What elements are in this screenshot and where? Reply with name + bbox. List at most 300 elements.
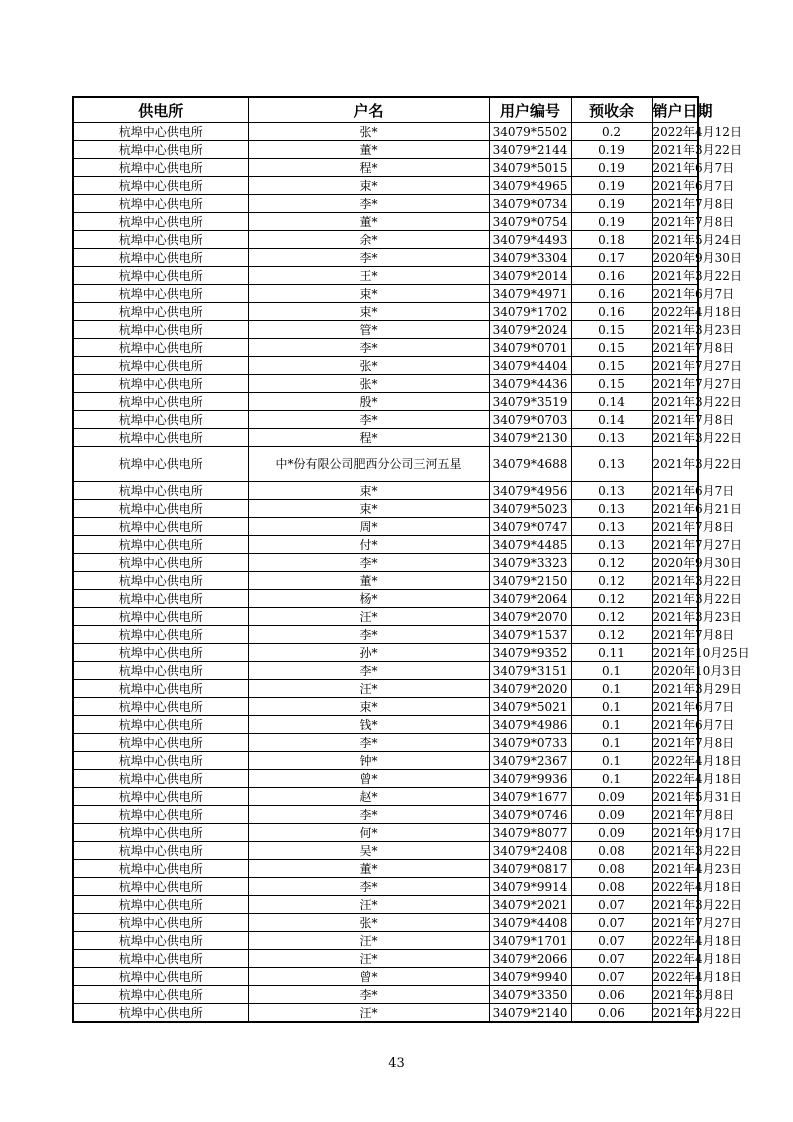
cell-prepaid-balance: 0.18 bbox=[571, 231, 652, 249]
cell-prepaid-balance: 0.15 bbox=[571, 375, 652, 393]
cell-supply-station: 杭埠中心供电所 bbox=[73, 878, 248, 896]
table-row bbox=[73, 518, 698, 536]
cell-prepaid-balance: 0.07 bbox=[571, 896, 652, 914]
cell-closure-date: 2021年7月8日 bbox=[652, 627, 735, 642]
table-row bbox=[73, 231, 698, 249]
cell-closure-date: 2021年7月27日 bbox=[652, 915, 742, 930]
table-row bbox=[73, 249, 698, 267]
cell-prepaid-balance: 0.15 bbox=[571, 339, 652, 357]
cell-supply-station: 杭埠中心供电所 bbox=[73, 806, 248, 824]
cell-supply-station: 杭埠中心供电所 bbox=[73, 285, 248, 303]
cell-closure-date: 2021年6月7日 bbox=[652, 483, 735, 498]
cell-prepaid-balance: 0.16 bbox=[571, 303, 652, 321]
cell-closure-date: 2020年10月3日 bbox=[652, 663, 742, 678]
table-row bbox=[73, 447, 698, 482]
cell-supply-station: 杭埠中心供电所 bbox=[73, 231, 248, 249]
cell-supply-station: 杭埠中心供电所 bbox=[73, 770, 248, 788]
cell-supply-station: 杭埠中心供电所 bbox=[73, 249, 248, 267]
cell-prepaid-balance: 0.13 bbox=[571, 482, 652, 500]
cell-prepaid-balance: 0.17 bbox=[571, 249, 652, 267]
cell-account-name: 汪* bbox=[248, 1004, 489, 1023]
table-row bbox=[73, 788, 698, 806]
cell-prepaid-balance: 0.12 bbox=[571, 554, 652, 572]
table-row bbox=[73, 375, 698, 393]
cell-closure-date: 2021年3月8日 bbox=[652, 987, 735, 1002]
cell-prepaid-balance: 0.1 bbox=[571, 770, 652, 788]
cell-closure-date: 2021年7月8日 bbox=[652, 519, 735, 534]
cell-user-id: 34079*4485 bbox=[489, 536, 571, 554]
cell-closure-date: 2021年4月23日 bbox=[652, 861, 742, 876]
table-row bbox=[73, 159, 698, 177]
cell-account-name: 董* bbox=[248, 860, 489, 878]
cell-prepaid-balance: 0.16 bbox=[571, 267, 652, 285]
cell-account-name: 殷* bbox=[248, 393, 489, 411]
cell-account-name: 李* bbox=[248, 195, 489, 213]
table-row bbox=[73, 482, 698, 500]
cell-supply-station: 杭埠中心供电所 bbox=[73, 518, 248, 536]
cell-closure-date: 2021年3月22日 bbox=[652, 394, 742, 409]
cell-prepaid-balance: 0.1 bbox=[571, 734, 652, 752]
cell-prepaid-balance: 0.13 bbox=[571, 500, 652, 518]
cell-closure-date: 2021年3月22日 bbox=[652, 573, 742, 588]
cell-account-name: 束* bbox=[248, 698, 489, 716]
cell-account-name: 董* bbox=[248, 213, 489, 231]
cell-user-id: 34079*1701 bbox=[489, 932, 571, 950]
cell-supply-station: 杭埠中心供电所 bbox=[73, 644, 248, 662]
cell-user-id: 34079*4971 bbox=[489, 285, 571, 303]
cell-supply-station: 杭埠中心供电所 bbox=[73, 680, 248, 698]
cell-closure-date: 2021年3月22日 bbox=[652, 268, 742, 283]
table-row bbox=[73, 500, 698, 518]
cell-user-id: 34079*0701 bbox=[489, 339, 571, 357]
table-row bbox=[73, 662, 698, 680]
table-row bbox=[73, 842, 698, 860]
table-row bbox=[73, 626, 698, 644]
cell-prepaid-balance: 0.09 bbox=[571, 824, 652, 842]
cell-supply-station: 杭埠中心供电所 bbox=[73, 429, 248, 447]
cell-user-id: 34079*4688 bbox=[489, 447, 571, 482]
cell-user-id: 34079*9940 bbox=[489, 968, 571, 986]
cell-user-id: 34079*0734 bbox=[489, 195, 571, 213]
cell-closure-date: 2021年7月8日 bbox=[652, 214, 735, 229]
cell-account-name: 付* bbox=[248, 536, 489, 554]
cell-closure-date: 2021年3月22日 bbox=[652, 142, 742, 157]
cell-closure-date: 2021年3月22日 bbox=[652, 843, 742, 858]
cell-prepaid-balance: 0.13 bbox=[571, 536, 652, 554]
cell-account-name: 束* bbox=[248, 482, 489, 500]
cell-user-id: 34079*2070 bbox=[489, 608, 571, 626]
cell-prepaid-balance: 0.14 bbox=[571, 393, 652, 411]
cell-closure-date: 2021年7月27日 bbox=[652, 376, 742, 391]
cell-account-name: 李* bbox=[248, 878, 489, 896]
cell-user-id: 34079*2140 bbox=[489, 1004, 571, 1023]
table-row bbox=[73, 267, 698, 285]
cell-account-name: 余* bbox=[248, 231, 489, 249]
cell-supply-station: 杭埠中心供电所 bbox=[73, 662, 248, 680]
table-row bbox=[73, 321, 698, 339]
cell-prepaid-balance: 0.1 bbox=[571, 716, 652, 734]
table-header bbox=[73, 97, 713, 123]
cell-closure-date: 2022年4月18日 bbox=[652, 951, 742, 966]
header-row bbox=[73, 97, 698, 123]
cell-account-name: 汪* bbox=[248, 608, 489, 626]
table-row bbox=[73, 393, 698, 411]
cell-supply-station: 杭埠中心供电所 bbox=[73, 123, 248, 141]
cell-account-name: 钱* bbox=[248, 716, 489, 734]
cell-supply-station: 杭埠中心供电所 bbox=[73, 554, 248, 572]
cell-prepaid-balance: 0.08 bbox=[571, 860, 652, 878]
cell-account-name: 张* bbox=[248, 357, 489, 375]
cell-account-name: 何* bbox=[248, 824, 489, 842]
cell-supply-station: 杭埠中心供电所 bbox=[73, 698, 248, 716]
cell-prepaid-balance: 0.2 bbox=[571, 123, 652, 141]
cell-prepaid-balance: 0.1 bbox=[571, 698, 652, 716]
cell-account-name: 束* bbox=[248, 177, 489, 195]
table-row bbox=[73, 806, 698, 824]
cell-closure-date: 2020年9月30日 bbox=[652, 555, 742, 570]
cell-account-name: 束* bbox=[248, 500, 489, 518]
cell-closure-date: 2020年9月30日 bbox=[652, 250, 742, 265]
cell-prepaid-balance: 0.12 bbox=[571, 608, 652, 626]
cell-user-id: 34079*3350 bbox=[489, 986, 571, 1004]
cell-user-id: 34079*4956 bbox=[489, 482, 571, 500]
cell-prepaid-balance: 0.12 bbox=[571, 572, 652, 590]
cell-supply-station: 杭埠中心供电所 bbox=[73, 842, 248, 860]
cell-prepaid-balance: 0.07 bbox=[571, 968, 652, 986]
cell-account-name: 孙* bbox=[248, 644, 489, 662]
cell-prepaid-balance: 0.09 bbox=[571, 806, 652, 824]
cell-user-id: 34079*0754 bbox=[489, 213, 571, 231]
cell-closure-date: 2022年4月18日 bbox=[652, 771, 742, 786]
cell-user-id: 34079*2024 bbox=[489, 321, 571, 339]
cell-supply-station: 杭埠中心供电所 bbox=[73, 968, 248, 986]
cell-account-name: 李* bbox=[248, 806, 489, 824]
cell-closure-date: 2021年3月23日 bbox=[652, 609, 742, 624]
cell-prepaid-balance: 0.19 bbox=[571, 213, 652, 231]
cell-prepaid-balance: 0.12 bbox=[571, 626, 652, 644]
cell-account-name: 王* bbox=[248, 267, 489, 285]
cell-closure-date: 2021年6月7日 bbox=[652, 160, 735, 175]
cell-supply-station: 杭埠中心供电所 bbox=[73, 788, 248, 806]
cell-supply-station: 杭埠中心供电所 bbox=[73, 303, 248, 321]
cell-account-name: 束* bbox=[248, 303, 489, 321]
cell-account-name: 李* bbox=[248, 554, 489, 572]
cell-closure-date: 2021年6月7日 bbox=[652, 178, 735, 193]
cell-supply-station: 杭埠中心供电所 bbox=[73, 321, 248, 339]
table-row bbox=[73, 536, 698, 554]
cell-account-name: 汪* bbox=[248, 680, 489, 698]
cell-closure-date: 2021年6月21日 bbox=[652, 501, 742, 516]
cell-account-name: 钟* bbox=[248, 752, 489, 770]
cell-prepaid-balance: 0.16 bbox=[571, 285, 652, 303]
cell-closure-date: 2021年7月8日 bbox=[652, 412, 735, 427]
cell-account-name: 董* bbox=[248, 141, 489, 159]
cell-user-id: 34079*2130 bbox=[489, 429, 571, 447]
cell-user-id: 34079*9914 bbox=[489, 878, 571, 896]
account-closure-table bbox=[72, 96, 750, 1023]
cell-prepaid-balance: 0.07 bbox=[571, 950, 652, 968]
table-row bbox=[73, 968, 698, 986]
cell-account-name: 汪* bbox=[248, 896, 489, 914]
cell-user-id: 34079*5015 bbox=[489, 159, 571, 177]
table-row bbox=[73, 141, 698, 159]
cell-prepaid-balance: 0.11 bbox=[571, 644, 652, 662]
cell-account-name: 杨* bbox=[248, 590, 489, 608]
cell-closure-date: 2022年4月18日 bbox=[652, 969, 742, 984]
cell-supply-station: 杭埠中心供电所 bbox=[73, 357, 248, 375]
cell-supply-station: 杭埠中心供电所 bbox=[73, 572, 248, 590]
cell-closure-date: 2021年5月31日 bbox=[652, 789, 742, 804]
cell-user-id: 34079*4404 bbox=[489, 357, 571, 375]
cell-supply-station: 杭埠中心供电所 bbox=[73, 267, 248, 285]
cell-closure-date: 2021年3月29日 bbox=[652, 681, 742, 696]
cell-supply-station: 杭埠中心供电所 bbox=[73, 375, 248, 393]
table-row bbox=[73, 177, 698, 195]
cell-closure-date: 2021年6月7日 bbox=[652, 717, 735, 732]
cell-supply-station: 杭埠中心供电所 bbox=[73, 195, 248, 213]
cell-account-name: 李* bbox=[248, 249, 489, 267]
cell-account-name: 汪* bbox=[248, 932, 489, 950]
cell-prepaid-balance: 0.1 bbox=[571, 680, 652, 698]
cell-user-id: 34079*2144 bbox=[489, 141, 571, 159]
cell-account-name: 李* bbox=[248, 662, 489, 680]
table-row bbox=[73, 698, 698, 716]
table-row bbox=[73, 716, 698, 734]
table-row bbox=[73, 572, 698, 590]
cell-account-name: 汪* bbox=[248, 950, 489, 968]
cell-user-id: 34079*9352 bbox=[489, 644, 571, 662]
cell-closure-date: 2021年10月25日 bbox=[652, 645, 750, 660]
cell-user-id: 34079*4408 bbox=[489, 914, 571, 932]
table-row bbox=[73, 339, 698, 357]
header-user-id: 用户编号 bbox=[489, 97, 571, 123]
cell-supply-station: 杭埠中心供电所 bbox=[73, 896, 248, 914]
cell-prepaid-balance: 0.15 bbox=[571, 321, 652, 339]
cell-closure-date: 2021年7月8日 bbox=[652, 735, 735, 750]
cell-supply-station: 杭埠中心供电所 bbox=[73, 500, 248, 518]
header-account-name: 户名 bbox=[248, 97, 489, 123]
cell-closure-date: 2022年4月18日 bbox=[652, 304, 742, 319]
cell-supply-station: 杭埠中心供电所 bbox=[73, 141, 248, 159]
table-row bbox=[73, 770, 698, 788]
cell-supply-station: 杭埠中心供电所 bbox=[73, 608, 248, 626]
cell-closure-date: 2021年9月17日 bbox=[652, 825, 742, 840]
cell-user-id: 34079*5023 bbox=[489, 500, 571, 518]
cell-closure-date: 2022年4月18日 bbox=[652, 879, 742, 894]
cell-user-id: 34079*2021 bbox=[489, 896, 571, 914]
cell-supply-station: 杭埠中心供电所 bbox=[73, 626, 248, 644]
cell-account-name: 张* bbox=[248, 375, 489, 393]
table-row bbox=[73, 950, 698, 968]
cell-user-id: 34079*0817 bbox=[489, 860, 571, 878]
cell-closure-date: 2021年5月24日 bbox=[652, 232, 742, 247]
cell-supply-station: 杭埠中心供电所 bbox=[73, 824, 248, 842]
cell-user-id: 34079*1702 bbox=[489, 303, 571, 321]
cell-closure-date: 2021年3月22日 bbox=[652, 430, 742, 445]
cell-prepaid-balance: 0.12 bbox=[571, 590, 652, 608]
cell-closure-date: 2022年4月18日 bbox=[652, 933, 742, 948]
cell-supply-station: 杭埠中心供电所 bbox=[73, 716, 248, 734]
cell-supply-station: 杭埠中心供电所 bbox=[73, 950, 248, 968]
cell-closure-date: 2021年7月27日 bbox=[652, 537, 742, 552]
cell-closure-date: 2021年7月8日 bbox=[652, 340, 735, 355]
table-row bbox=[73, 303, 698, 321]
cell-account-name: 吴* bbox=[248, 842, 489, 860]
cell-supply-station: 杭埠中心供电所 bbox=[73, 932, 248, 950]
cell-prepaid-balance: 0.19 bbox=[571, 195, 652, 213]
cell-supply-station: 杭埠中心供电所 bbox=[73, 752, 248, 770]
table-row bbox=[73, 429, 698, 447]
cell-user-id: 34079*0703 bbox=[489, 411, 571, 429]
table-row bbox=[73, 878, 698, 896]
cell-user-id: 34079*3323 bbox=[489, 554, 571, 572]
cell-closure-date: 2021年7月8日 bbox=[652, 807, 735, 822]
cell-closure-date: 2021年7月27日 bbox=[652, 358, 742, 373]
cell-supply-station: 杭埠中心供电所 bbox=[73, 213, 248, 231]
cell-prepaid-balance: 0.14 bbox=[571, 411, 652, 429]
cell-prepaid-balance: 0.07 bbox=[571, 914, 652, 932]
cell-closure-date: 2022年4月12日 bbox=[652, 124, 742, 139]
cell-account-name: 程* bbox=[248, 429, 489, 447]
cell-prepaid-balance: 0.07 bbox=[571, 932, 652, 950]
cell-closure-date: 2021年3月22日 bbox=[652, 591, 742, 606]
table-row bbox=[73, 752, 698, 770]
table-row bbox=[73, 608, 698, 626]
cell-user-id: 34079*2066 bbox=[489, 950, 571, 968]
cell-prepaid-balance: 0.06 bbox=[571, 986, 652, 1004]
cell-prepaid-balance: 0.13 bbox=[571, 447, 652, 482]
cell-user-id: 34079*1537 bbox=[489, 626, 571, 644]
table-row bbox=[73, 680, 698, 698]
cell-user-id: 34079*2150 bbox=[489, 572, 571, 590]
cell-user-id: 34079*0747 bbox=[489, 518, 571, 536]
table-row bbox=[73, 860, 698, 878]
cell-closure-date: 2021年3月22日 bbox=[652, 447, 698, 482]
cell-closure-date: 2021年3月23日 bbox=[652, 322, 742, 337]
cell-closure-date: 2021年6月7日 bbox=[652, 286, 735, 301]
cell-account-name: 张* bbox=[248, 914, 489, 932]
table-row bbox=[73, 195, 698, 213]
cell-account-name: 周* bbox=[248, 518, 489, 536]
table-body bbox=[73, 123, 750, 1023]
cell-prepaid-balance: 0.15 bbox=[571, 357, 652, 375]
cell-account-name: 管* bbox=[248, 321, 489, 339]
page-number: 43 bbox=[388, 1056, 405, 1071]
cell-user-id: 34079*3151 bbox=[489, 662, 571, 680]
cell-closure-date: 2022年4月18日 bbox=[652, 753, 742, 768]
cell-supply-station: 杭埠中心供电所 bbox=[73, 590, 248, 608]
cell-supply-station: 杭埠中心供电所 bbox=[73, 159, 248, 177]
cell-prepaid-balance: 0.1 bbox=[571, 752, 652, 770]
cell-supply-station: 杭埠中心供电所 bbox=[73, 986, 248, 1004]
table-row bbox=[73, 1004, 698, 1023]
cell-account-name: 李* bbox=[248, 411, 489, 429]
table-row bbox=[73, 554, 698, 572]
cell-account-name: 张* bbox=[248, 123, 489, 141]
cell-closure-date: 2021年3月22日 bbox=[652, 897, 742, 912]
cell-user-id: 34079*4965 bbox=[489, 177, 571, 195]
cell-user-id: 34079*1677 bbox=[489, 788, 571, 806]
table-row bbox=[73, 213, 698, 231]
table-row bbox=[73, 986, 698, 1004]
cell-prepaid-balance: 0.19 bbox=[571, 141, 652, 159]
table-row bbox=[73, 123, 698, 141]
cell-supply-station: 杭埠中心供电所 bbox=[73, 536, 248, 554]
cell-closure-date: 2021年7月8日 bbox=[652, 196, 735, 211]
table-row bbox=[73, 896, 698, 914]
cell-user-id: 34079*2014 bbox=[489, 267, 571, 285]
cell-user-id: 34079*4986 bbox=[489, 716, 571, 734]
cell-account-name: 董* bbox=[248, 572, 489, 590]
cell-user-id: 34079*0733 bbox=[489, 734, 571, 752]
cell-account-name: 曾* bbox=[248, 770, 489, 788]
cell-user-id: 34079*2408 bbox=[489, 842, 571, 860]
cell-supply-station: 杭埠中心供电所 bbox=[73, 914, 248, 932]
cell-user-id: 34079*9936 bbox=[489, 770, 571, 788]
cell-account-name: 李* bbox=[248, 339, 489, 357]
cell-prepaid-balance: 0.09 bbox=[571, 788, 652, 806]
cell-prepaid-balance: 0.08 bbox=[571, 878, 652, 896]
cell-user-id: 34079*3519 bbox=[489, 393, 571, 411]
header-closure-date: 销户日期 bbox=[652, 97, 698, 123]
cell-account-name: 李* bbox=[248, 626, 489, 644]
cell-supply-station: 杭埠中心供电所 bbox=[73, 1004, 248, 1023]
cell-closure-date: 2021年3月22日 bbox=[652, 1004, 698, 1023]
cell-supply-station: 杭埠中心供电所 bbox=[73, 339, 248, 357]
cell-account-name: 束* bbox=[248, 285, 489, 303]
cell-closure-date: 2021年6月7日 bbox=[652, 699, 735, 714]
cell-prepaid-balance: 0.19 bbox=[571, 177, 652, 195]
header-supply-station: 供电所 bbox=[73, 97, 248, 123]
cell-account-name: 赵* bbox=[248, 788, 489, 806]
cell-user-id: 34079*5502 bbox=[489, 123, 571, 141]
cell-account-name: 李* bbox=[248, 986, 489, 1004]
cell-user-id: 34079*4436 bbox=[489, 375, 571, 393]
cell-prepaid-balance: 0.06 bbox=[571, 1004, 652, 1023]
cell-user-id: 34079*2367 bbox=[489, 752, 571, 770]
cell-user-id: 34079*8077 bbox=[489, 824, 571, 842]
cell-user-id: 34079*4493 bbox=[489, 231, 571, 249]
cell-account-name: 曾* bbox=[248, 968, 489, 986]
cell-user-id: 34079*3304 bbox=[489, 249, 571, 267]
table-row bbox=[73, 824, 698, 842]
cell-user-id: 34079*5021 bbox=[489, 698, 571, 716]
cell-supply-station: 杭埠中心供电所 bbox=[73, 447, 248, 482]
cell-supply-station: 杭埠中心供电所 bbox=[73, 860, 248, 878]
cell-supply-station: 杭埠中心供电所 bbox=[73, 411, 248, 429]
table-row bbox=[73, 285, 698, 303]
header-prepaid-balance: 预收余 bbox=[571, 97, 652, 123]
cell-user-id: 34079*2020 bbox=[489, 680, 571, 698]
cell-prepaid-balance: 0.08 bbox=[571, 842, 652, 860]
cell-account-name: 中*份有限公司肥西分公司三河五星 bbox=[248, 447, 489, 482]
cell-prepaid-balance: 0.1 bbox=[571, 662, 652, 680]
cell-prepaid-balance: 0.13 bbox=[571, 518, 652, 536]
cell-supply-station: 杭埠中心供电所 bbox=[73, 734, 248, 752]
cell-account-name: 程* bbox=[248, 159, 489, 177]
table-row bbox=[73, 734, 698, 752]
table-row bbox=[73, 590, 698, 608]
table-row bbox=[73, 914, 698, 932]
cell-supply-station: 杭埠中心供电所 bbox=[73, 393, 248, 411]
table-row bbox=[73, 411, 698, 429]
cell-prepaid-balance: 0.13 bbox=[571, 429, 652, 447]
cell-supply-station: 杭埠中心供电所 bbox=[73, 177, 248, 195]
cell-prepaid-balance: 0.19 bbox=[571, 159, 652, 177]
table-row bbox=[73, 357, 698, 375]
table-row bbox=[73, 932, 698, 950]
cell-account-name: 李* bbox=[248, 734, 489, 752]
